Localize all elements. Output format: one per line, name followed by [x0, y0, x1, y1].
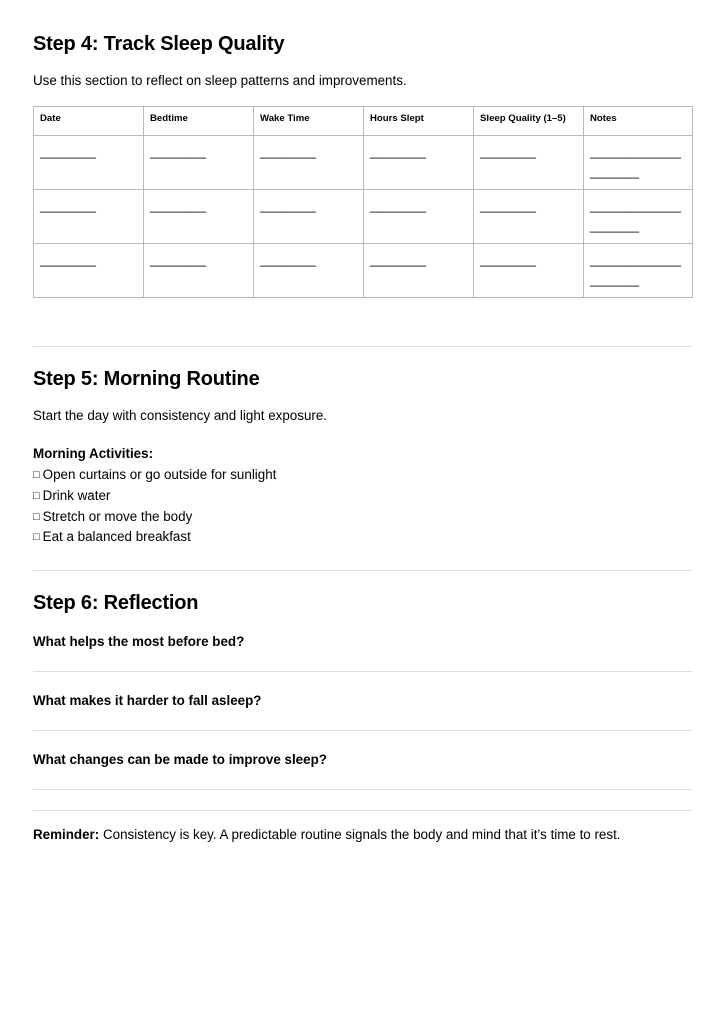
- column-header-hours-slept: Hours Slept: [364, 107, 474, 136]
- reminder-label: Reminder:: [33, 827, 100, 843]
- checkbox-icon[interactable]: □: [33, 510, 40, 523]
- cell-date[interactable]: ________: [34, 190, 144, 244]
- checklist-item[interactable]: [33, 527, 692, 548]
- spacer: [33, 56, 692, 72]
- cell-bedtime[interactable]: ________: [144, 136, 254, 190]
- spacer: [33, 90, 692, 106]
- spacer: [33, 548, 692, 570]
- table-row: [34, 190, 693, 244]
- step4-intro: Use this section to reflect on sleep patterns and improvements.: [33, 73, 407, 88]
- table-row: [34, 136, 693, 190]
- checklist-item-label: Open curtains or go outside for sunlight: [42, 467, 277, 483]
- table-header-row: [34, 107, 693, 136]
- step4-heading: Step 4: Track Sleep Quality: [33, 33, 285, 55]
- spacer: [33, 672, 692, 692]
- cell-sleep-quality[interactable]: ________: [474, 136, 584, 190]
- spacer: [33, 790, 692, 810]
- cell-wake-time[interactable]: ________: [254, 244, 364, 298]
- cell-wake-time[interactable]: ________: [254, 136, 364, 190]
- cell-hours-slept[interactable]: ________: [364, 190, 474, 244]
- spacer: [33, 571, 692, 591]
- spacer: [33, 769, 692, 789]
- sleep-tracking-table: [33, 106, 693, 298]
- reflection-question-1: What helps the most before bed?: [33, 634, 245, 650]
- cell-hours-slept[interactable]: ________: [364, 136, 474, 190]
- spacer: [33, 811, 692, 826]
- table-row: [34, 244, 693, 298]
- step6-heading: Step 6: Reflection: [33, 592, 199, 615]
- cell-wake-time[interactable]: ________: [254, 190, 364, 244]
- morning-activities-label: Morning Activities:: [33, 446, 154, 462]
- checkbox-icon[interactable]: □: [33, 531, 40, 544]
- reminder-text: Consistency is key. A predictable routine signals the body and mind that it’s time to rest.: [102, 827, 621, 843]
- column-header-bedtime: Bedtime: [144, 107, 254, 136]
- reminder-note: [33, 826, 692, 844]
- cell-date[interactable]: ________: [34, 244, 144, 298]
- column-header-wake-time: Wake Time: [254, 107, 364, 136]
- checklist-item-label: Drink water: [42, 487, 111, 503]
- checkbox-icon[interactable]: □: [33, 489, 40, 502]
- cell-notes[interactable]: ____________________: [584, 190, 693, 244]
- cell-bedtime[interactable]: ________: [144, 244, 254, 298]
- reflection-question-2: What makes it harder to fall asleep?: [33, 693, 262, 709]
- checkbox-icon[interactable]: □: [33, 469, 40, 482]
- cell-sleep-quality[interactable]: ________: [474, 190, 584, 244]
- spacer: [33, 347, 692, 367]
- checklist-item-label: Stretch or move the body: [42, 508, 193, 524]
- checklist-item-label: Eat a balanced breakfast: [42, 529, 191, 545]
- step5-intro: Start the day with consistency and light exposure.: [33, 408, 328, 424]
- checklist-item[interactable]: [33, 465, 692, 486]
- cell-bedtime[interactable]: ________: [144, 190, 254, 244]
- cell-sleep-quality[interactable]: ________: [474, 244, 584, 298]
- column-header-date: Date: [34, 107, 144, 136]
- cell-notes[interactable]: ____________________: [584, 136, 693, 190]
- spacer: [33, 710, 692, 730]
- cell-date[interactable]: ________: [34, 136, 144, 190]
- column-header-sleep-quality: Sleep Quality (1–5): [474, 107, 584, 136]
- column-header-notes: Notes: [584, 107, 693, 136]
- checklist-item[interactable]: [33, 507, 692, 528]
- reflection-question-3: What changes can be made to improve sleep?: [33, 752, 327, 768]
- spacer: [33, 425, 692, 444]
- spacer: [33, 391, 692, 407]
- morning-activities-checklist: [33, 465, 692, 548]
- checklist-item[interactable]: [33, 486, 692, 507]
- spacer: [33, 731, 692, 751]
- spacer: [33, 615, 692, 633]
- cell-hours-slept[interactable]: ________: [364, 244, 474, 298]
- cell-notes[interactable]: ____________________: [584, 244, 693, 298]
- spacer: [33, 298, 692, 346]
- step5-heading: Step 5: Morning Routine: [33, 368, 260, 391]
- spacer: [33, 651, 692, 671]
